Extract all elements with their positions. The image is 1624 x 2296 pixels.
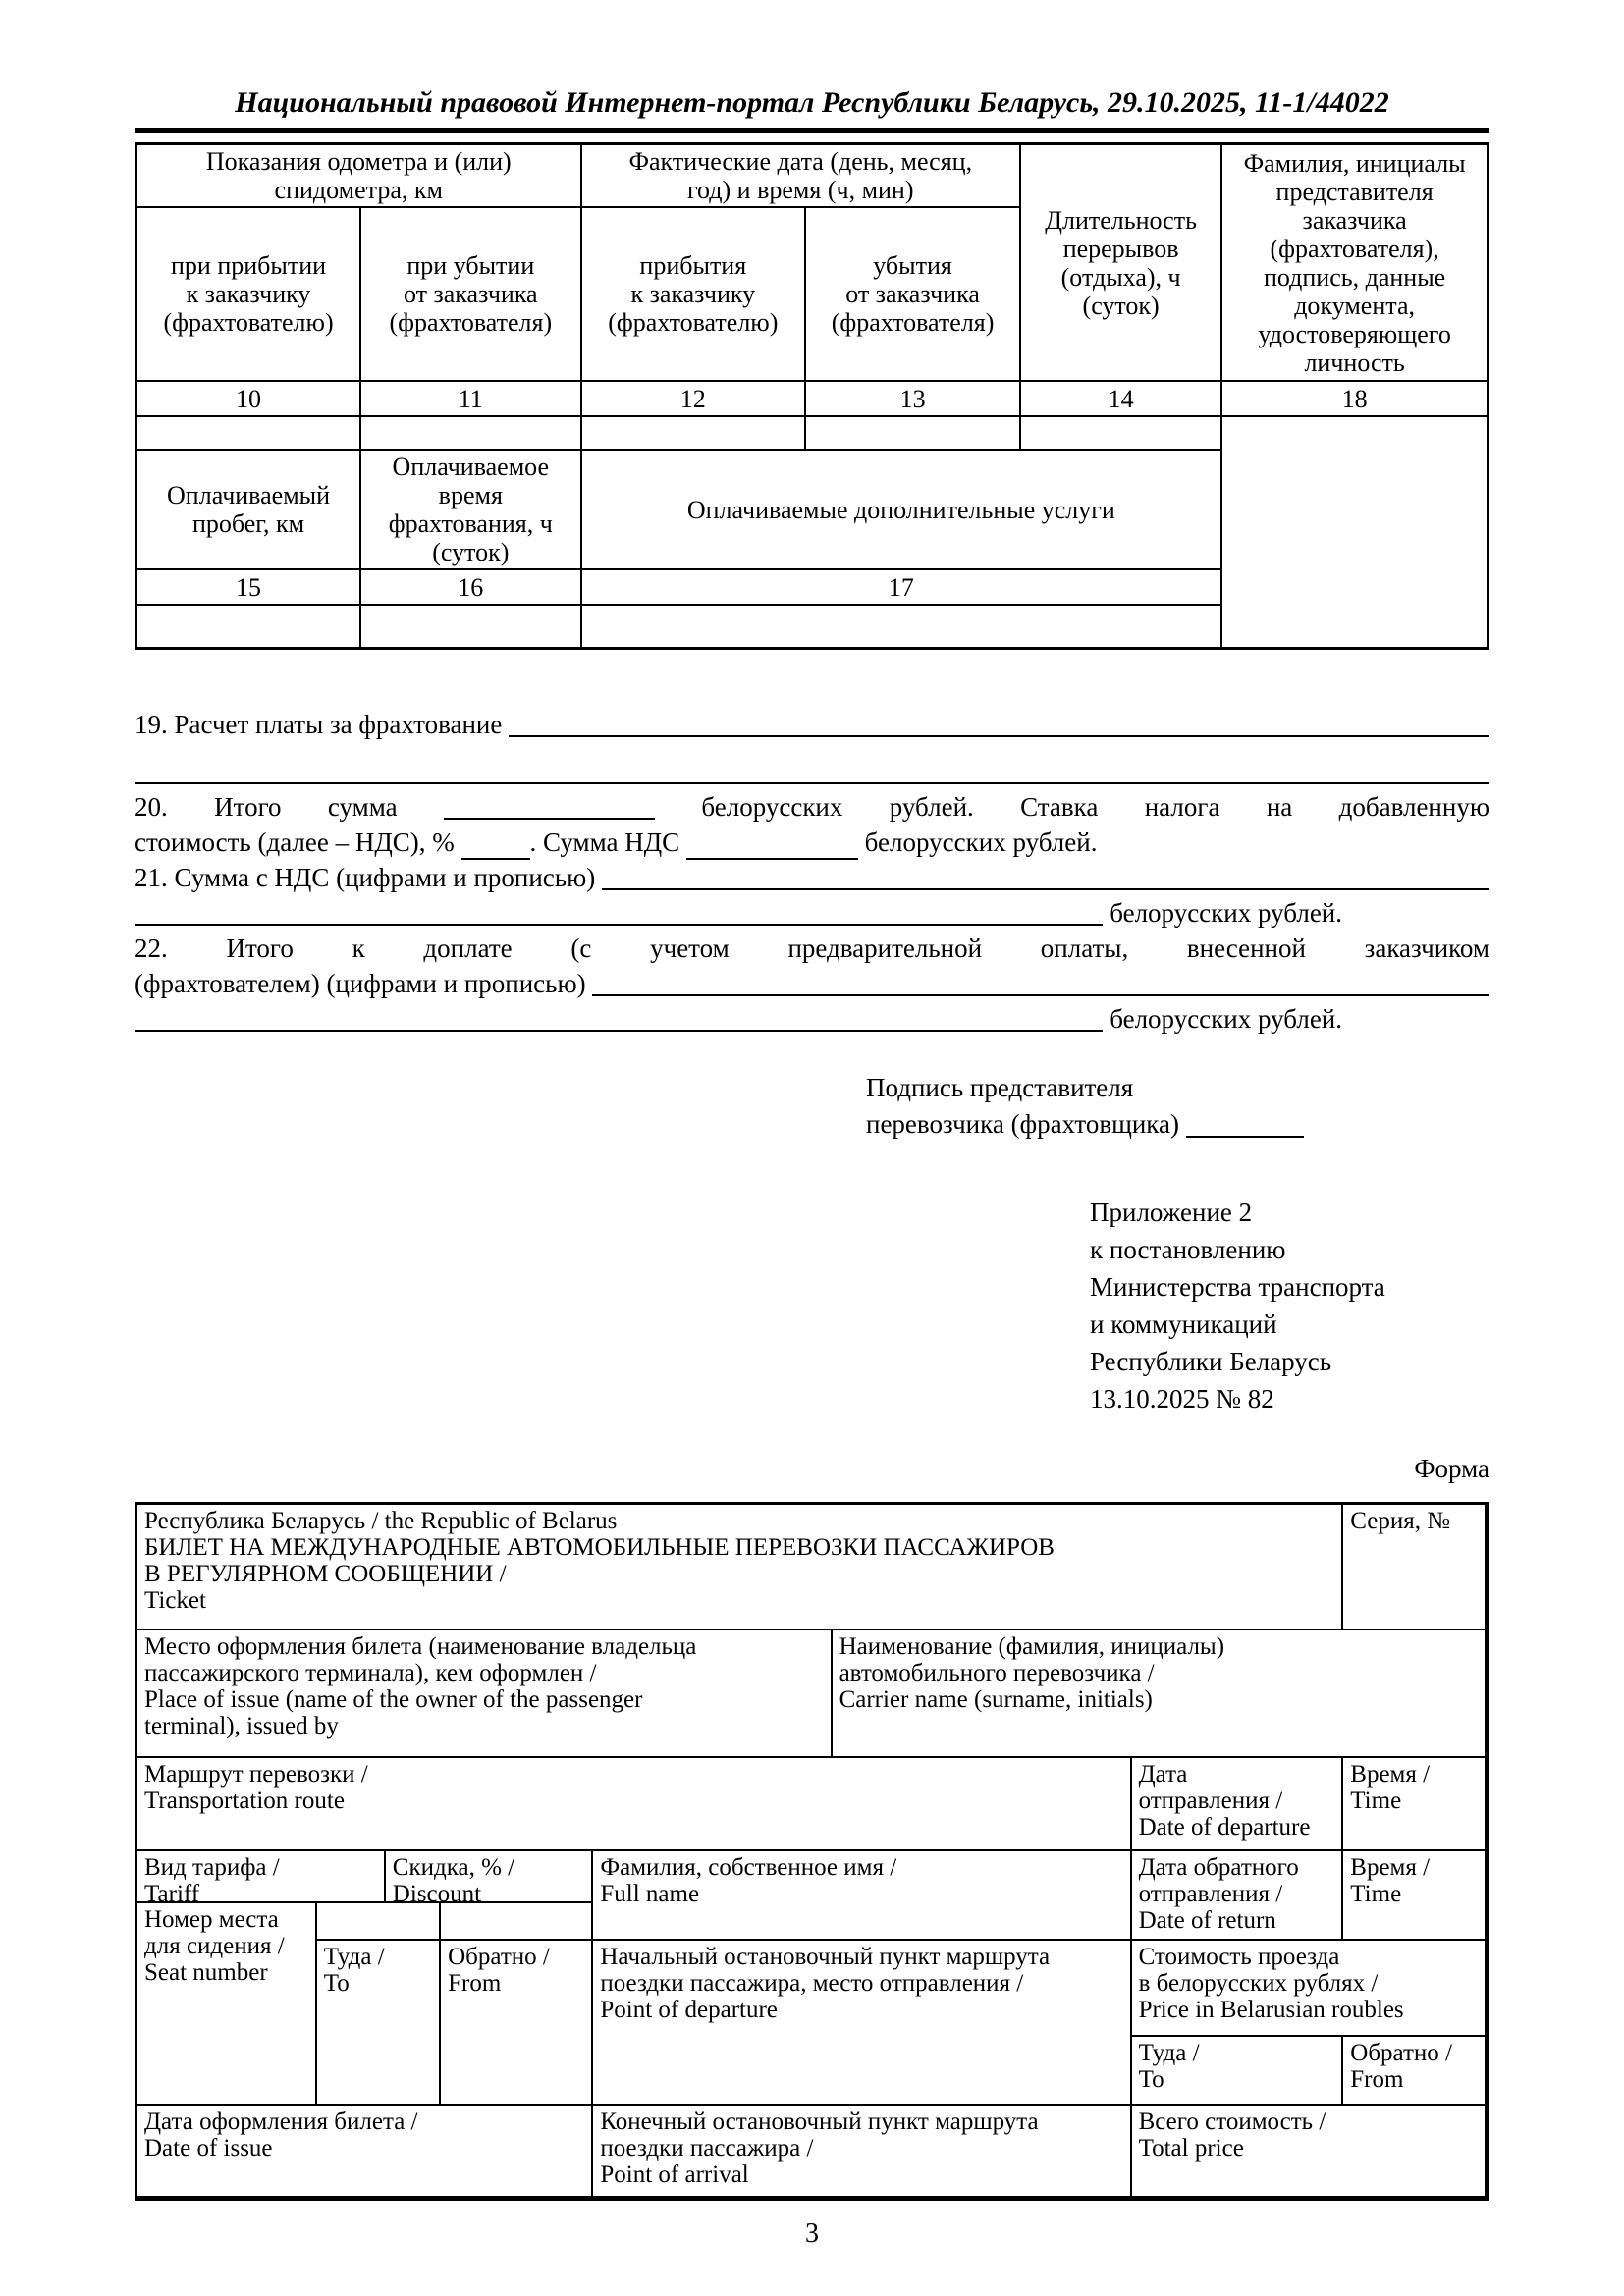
- text-line: Дата оформления билета /: [144, 2109, 418, 2135]
- text-line: (фрахтователя): [831, 308, 995, 337]
- text-line: Point of arrival: [600, 2162, 749, 2188]
- text-line: и коммуникаций: [1090, 1309, 1277, 1339]
- col-number-14: 14: [1020, 381, 1221, 416]
- paragraph-text: белорусских рублей.: [857, 828, 1098, 857]
- text-line: Transportation route: [144, 1788, 345, 1814]
- empty-cell: [581, 605, 1222, 649]
- text-line: (отдыха), ч: [1060, 262, 1181, 292]
- text-line: Place of issue (name of the owner of the passenger: [144, 1686, 643, 1713]
- text-line: Price in Belarusian roubles: [1138, 1997, 1404, 2023]
- text-line: убытия: [873, 251, 952, 280]
- text-line: при прибытии: [171, 251, 327, 280]
- text-line: Оплачиваемое: [392, 453, 550, 481]
- text-line: заказчика: [1302, 205, 1407, 235]
- signature-blank-line: [1186, 1136, 1304, 1138]
- text-line: автомобильного перевозчика /: [839, 1660, 1155, 1686]
- ticket-return-date-cell: [1132, 1851, 1344, 1941]
- text-line: To: [323, 1970, 350, 1997]
- col-number-16: 16: [360, 569, 580, 605]
- text-line: Date of return: [1138, 1907, 1276, 1934]
- header-breaks-duration: [1020, 144, 1221, 382]
- paragraph-text: 19. Расчет платы за фрахтование: [135, 710, 510, 739]
- ticket-carrier-name-cell: [833, 1630, 1487, 1758]
- text-line: Длительность: [1045, 205, 1197, 235]
- text-line: время: [438, 481, 503, 509]
- text-line: terminal), issued by: [144, 1713, 339, 1739]
- text-line: при убытии: [406, 251, 535, 280]
- col-number-17: 17: [581, 569, 1222, 605]
- empty-cell: [136, 416, 361, 450]
- text-line: Маршрут перевозки /: [144, 1761, 368, 1788]
- paragraph-text: 20. Итого сумма: [135, 792, 444, 822]
- ticket-total-price-cell: [1132, 2106, 1487, 2198]
- text-line: к заказчику: [630, 280, 756, 308]
- text-line: поездки пассажира /: [600, 2135, 814, 2162]
- empty-cell: [360, 416, 580, 450]
- empty-cell: [360, 605, 580, 649]
- ticket-price-to-cell: [1132, 2037, 1344, 2106]
- text-line: пробег, км: [191, 509, 305, 538]
- blank-line: [592, 994, 1489, 996]
- ticket-date-of-issue-cell: [137, 2106, 593, 2198]
- text-line: Министерства транспорта: [1090, 1272, 1385, 1302]
- annex-reference-block: [1090, 1194, 1489, 1417]
- paragraph-text: белорусских рублей. Ставка налога на добавленную: [654, 792, 1490, 822]
- header-customer-representative: [1221, 144, 1488, 382]
- text-line: Наименование (фамилия, инициалы): [839, 1633, 1225, 1660]
- ticket-seat-to-cell: [317, 1941, 441, 2106]
- paragraph-text: (фрахтователем) (цифрами и прописью): [135, 969, 593, 998]
- col-number-11: 11: [360, 381, 580, 416]
- body-paragraphs: [135, 707, 1489, 1037]
- text-line: от заказчика: [845, 280, 980, 308]
- ticket-seat-from-cell: [441, 1941, 593, 2106]
- text-line: Ticket: [144, 1587, 206, 1614]
- text-line: Туда /: [1138, 2040, 1200, 2066]
- blank-line: [135, 924, 1103, 926]
- empty-cell: [581, 416, 806, 450]
- header-arrival-time: [581, 207, 806, 381]
- text-line: спидометра, км: [274, 176, 443, 204]
- blank-line: [509, 735, 1489, 737]
- text-line: Туда /: [323, 1944, 385, 1970]
- paragraph-text: 22. Итого к доплате (с учетом предварительной оплаты, внесенной заказчиком: [135, 934, 1489, 963]
- header-actual-datetime-group: [581, 144, 1021, 208]
- text-line: от заказчика: [403, 280, 538, 308]
- col-number-12: 12: [581, 381, 806, 416]
- text-line: Обратно /: [1350, 2040, 1453, 2066]
- ticket-seat-number-cell: [137, 1903, 317, 2106]
- paragraph-text: белорусских рублей.: [1103, 898, 1342, 928]
- text-line: представителя: [1275, 177, 1434, 206]
- signature-line-2: [866, 1106, 1489, 1143]
- text-line: для сидения /: [144, 1933, 285, 1959]
- text-line: Seat number: [144, 1959, 268, 1986]
- text-line: Time: [1350, 1788, 1402, 1814]
- text-line: Начальный остановочный пункт маршрута: [600, 1944, 1051, 1970]
- carrier-signature-block: [866, 1070, 1489, 1143]
- text-line: Республика Беларусь / the Republic of Belarus: [144, 1508, 618, 1534]
- paragraph-line: [135, 931, 1489, 966]
- paragraph-line: [135, 860, 1489, 895]
- text-line: подпись, данные: [1263, 262, 1446, 292]
- ticket-series-number-cell: Серия, №: [1343, 1505, 1487, 1630]
- paragraph-text: . Сумма НДС: [529, 828, 686, 857]
- empty-cell: [317, 1903, 441, 1941]
- ticket-route-cell: [137, 1758, 1132, 1851]
- ticket-place-of-issue-cell: [137, 1630, 833, 1758]
- ticket-price-from-cell: [1343, 2037, 1487, 2106]
- text-line: Дата обратного: [1138, 1854, 1299, 1881]
- text-line: (фрахтователя): [389, 308, 553, 337]
- text-line: Скидка, % /: [392, 1854, 515, 1881]
- empty-cell: [136, 605, 361, 649]
- paragraph-line: [135, 966, 1489, 1001]
- text-line: прибытия: [639, 251, 747, 280]
- text-line: Фамилия, собственное имя /: [600, 1854, 897, 1881]
- header-paid-charter-time: [360, 450, 580, 569]
- text-line: Стоимость проезда: [1138, 1944, 1340, 1970]
- text-line: БИЛЕТ НА МЕЖДУНАРОДНЫЕ АВТОМОБИЛЬНЫЕ ПЕРЕВОЗКИ ПАССАЖИРОВ: [144, 1534, 1055, 1561]
- header-departure-time: [805, 207, 1020, 381]
- text-line: Всего стоимость /: [1138, 2109, 1326, 2135]
- text-line: (фрахтователя),: [1270, 234, 1439, 263]
- text-line: Tariff: [144, 1881, 200, 1903]
- ticket-title-cell: [137, 1505, 1343, 1630]
- text-line: Республики Беларусь: [1090, 1347, 1332, 1376]
- text-line: к заказчику: [186, 280, 311, 308]
- paragraph-line: [135, 707, 1489, 742]
- header-on-departure: [360, 207, 580, 381]
- text-line: Время /: [1350, 1761, 1431, 1788]
- header-on-arrival: [136, 207, 361, 381]
- text-line: в белорусских рублях /: [1138, 1970, 1379, 1997]
- paragraph-text: белорусских рублей.: [1103, 1004, 1342, 1034]
- text-line: Total price: [1138, 2135, 1244, 2162]
- header-odometer-group: [136, 144, 581, 208]
- text-line: Место оформления билета (наименование владельца: [144, 1633, 697, 1660]
- text-line: To: [1138, 2066, 1164, 2093]
- empty-cell: [1020, 416, 1221, 450]
- charter-table: [135, 142, 1489, 650]
- text-line: (суток): [432, 538, 510, 566]
- blank-line: [135, 782, 1489, 784]
- text-line: Вид тарифа /: [144, 1854, 280, 1881]
- ticket-tariff-cell: [137, 1851, 386, 1903]
- blank-line: [602, 888, 1489, 890]
- text-line: (суток): [1082, 291, 1160, 320]
- text-line: личность: [1304, 347, 1405, 377]
- blank-line: [444, 818, 655, 820]
- paragraph-text: стоимость (далее – НДС), %: [135, 828, 461, 857]
- text-line: Фамилия, инициалы: [1243, 148, 1466, 178]
- text-line: From: [448, 1970, 502, 1997]
- text-line: Показания одометра и (или): [205, 147, 512, 176]
- paragraph-line: [135, 825, 1489, 860]
- ticket-form-table: [135, 1502, 1489, 2201]
- text-line: пассажирского терминала), кем оформлен /: [144, 1660, 597, 1686]
- form-label: Форма: [1414, 1454, 1489, 1483]
- col-number-13: 13: [805, 381, 1020, 416]
- blank-line: [135, 1030, 1103, 1032]
- text-line: Full name: [600, 1881, 700, 1907]
- text-line: Discount: [392, 1881, 482, 1903]
- ticket-point-of-departure-cell: [593, 1941, 1131, 2106]
- signature-line-1: Подпись представителя: [866, 1073, 1134, 1102]
- ticket-return-time-cell: [1343, 1851, 1487, 1941]
- text-line: (фрахтователю): [608, 308, 779, 337]
- paragraph-line: [135, 1001, 1489, 1037]
- text-line: Дата: [1138, 1761, 1188, 1788]
- blank-line: [686, 858, 858, 860]
- ticket-departure-time-cell: [1343, 1758, 1487, 1851]
- text-line: From: [1350, 2066, 1404, 2093]
- text-line: отправления /: [1138, 1881, 1283, 1907]
- text-line: Date of issue: [144, 2135, 273, 2162]
- signature-label: перевозчика (фрахтовщика): [866, 1109, 1186, 1139]
- ticket-full-name-cell: [593, 1851, 1131, 1941]
- empty-cell: [441, 1903, 593, 1941]
- paragraph-line: [135, 895, 1489, 931]
- header-paid-additional-services: Оплачиваемые дополнительные услуги: [581, 450, 1222, 569]
- paragraph-line: [135, 789, 1489, 825]
- representative-entry-cell: [1221, 416, 1488, 649]
- empty-cell: [805, 416, 1020, 450]
- col-number-10: 10: [136, 381, 361, 416]
- ticket-departure-date-cell: [1132, 1758, 1344, 1851]
- text-line: Время /: [1350, 1854, 1431, 1881]
- text-line: В РЕГУЛЯРНОМ СООБЩЕНИИ /: [144, 1561, 507, 1587]
- text-line: отправления /: [1138, 1788, 1283, 1814]
- text-line: 13.10.2025 № 82: [1090, 1384, 1274, 1414]
- text-line: перерывов: [1062, 234, 1179, 263]
- ticket-price-cell: [1132, 1941, 1487, 2037]
- text-line: документа,: [1294, 291, 1415, 320]
- ticket-discount-cell: [386, 1851, 594, 1903]
- paragraph-text: 21. Сумма с НДС (цифрами и прописью): [135, 863, 603, 892]
- text-line: Point of departure: [600, 1997, 778, 2023]
- ticket-point-of-arrival-cell: [593, 2106, 1131, 2198]
- text-line: Обратно /: [448, 1944, 550, 1970]
- text-line: к постановлению: [1090, 1235, 1286, 1264]
- text-line: год) и время (ч, мин): [687, 176, 914, 204]
- text-line: удостоверяющего: [1258, 319, 1451, 348]
- text-line: Carrier name (surname, initials): [839, 1686, 1153, 1713]
- text-line: Оплачиваемый: [167, 481, 331, 509]
- paragraph-line: [135, 754, 1489, 789]
- text-line: (фрахтователю): [163, 308, 334, 337]
- header-paid-mileage: [136, 450, 361, 569]
- text-line: Time: [1350, 1881, 1402, 1907]
- col-number-15: 15: [136, 569, 361, 605]
- text-line: Приложение 2: [1090, 1198, 1253, 1227]
- portal-header: Национальный правовой Интернет-портал Республики Беларусь, 29.10.2025, 11-1/44022: [135, 86, 1489, 133]
- text-line: Фактические дата (день, месяц,: [628, 147, 973, 176]
- text-line: Конечный остановочный пункт маршрута: [600, 2109, 1039, 2135]
- page-number: 3: [805, 2218, 819, 2249]
- text-line: Date of departure: [1138, 1814, 1311, 1841]
- col-number-18: 18: [1221, 381, 1488, 416]
- text-line: поездки пассажира, место отправления /: [600, 1970, 1024, 1997]
- text-line: фрахтования, ч: [388, 509, 553, 538]
- text-line: Номер места: [144, 1906, 279, 1933]
